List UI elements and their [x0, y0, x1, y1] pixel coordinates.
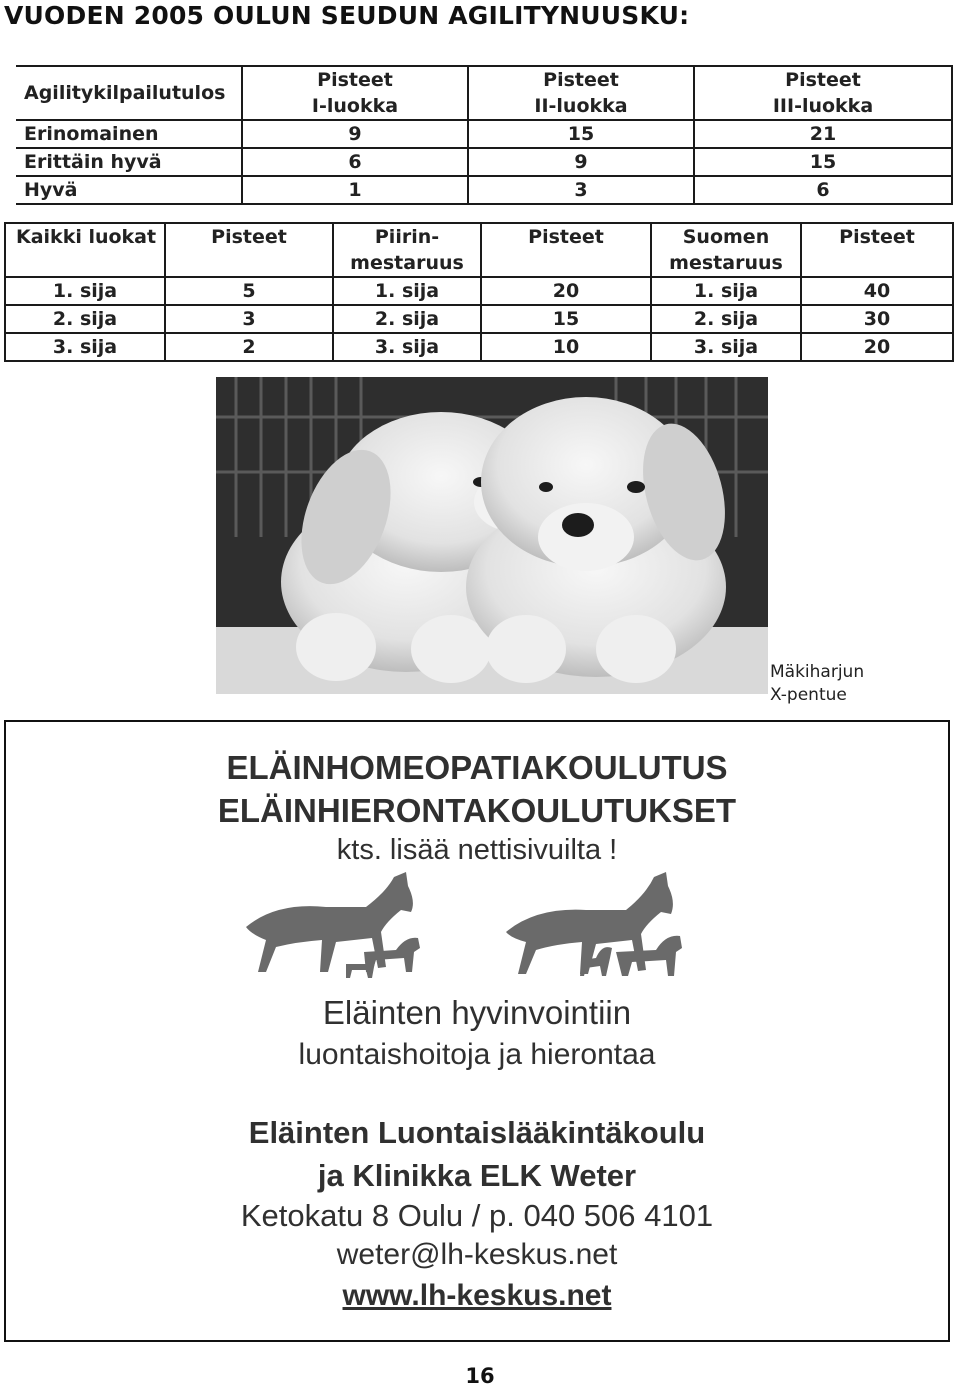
agility-result-points-table: [16, 65, 953, 205]
cell-class-1: 1: [242, 176, 468, 204]
row-label: Hyvä: [16, 176, 242, 204]
header-cell-points: Pisteet: [481, 223, 651, 277]
header-line: Piirin-: [374, 226, 440, 248]
cell-points: 5: [165, 277, 333, 305]
cell-place: 3. sija: [5, 333, 165, 361]
header-cell-result: [16, 66, 242, 120]
dog-icon: [616, 936, 682, 976]
cell-points: 15: [481, 305, 651, 333]
header-cell-district: [333, 223, 481, 277]
page-number: 16: [465, 1364, 495, 1388]
ad-email: weter@lh-keskus.net: [336, 1238, 618, 1271]
header-line: I-luokka: [311, 95, 399, 117]
photo-caption: [770, 661, 864, 707]
header-line: III-luokka: [772, 95, 874, 117]
ad-more-info: kts. lisää nettisivuilta !: [336, 834, 618, 866]
row-label: Erinomainen: [16, 120, 242, 148]
cell-points: 40: [801, 277, 953, 305]
advertisement-box: [4, 720, 950, 1342]
cell-finnish-place: 1. sija: [651, 277, 801, 305]
header-cell-class-2: [468, 66, 694, 120]
ad-school-name: Eläinten Luontaislääkintäkoulu: [248, 1115, 706, 1150]
cell-class-1: 6: [242, 148, 468, 176]
page-heading: VUODEN 2005 OULUN SEUDUN AGILITYNUUSKU:: [4, 1, 690, 30]
ad-tagline: Eläinten hyvinvointiin: [322, 994, 632, 1031]
table-row: [16, 120, 952, 148]
header-line: mestaruus: [669, 252, 783, 274]
ad-title-massage: ELÄINHIERONTAKOULUTUKSET: [217, 792, 737, 829]
cell-class-3: 6: [694, 176, 952, 204]
table-row: [5, 277, 953, 305]
cell-points: 10: [481, 333, 651, 361]
header-label: Agilitykilpailutulos: [24, 82, 226, 104]
header-cell-points: Pisteet: [165, 223, 333, 277]
header-line: Suomen: [682, 226, 770, 248]
cell-class-2: 15: [468, 120, 694, 148]
ad-website: www.lh-keskus.net: [342, 1279, 612, 1312]
cell-place: 1. sija: [5, 277, 165, 305]
header-line: II-luokka: [534, 95, 628, 117]
puppies-illustration: [216, 377, 768, 694]
caption-line: Mäkiharjun: [770, 662, 865, 682]
dog-icon: [346, 958, 376, 978]
ad-clinic-name: ja Klinikka ELK Weter: [317, 1158, 637, 1193]
right-puppy: [466, 397, 739, 683]
cell-class-3: 21: [694, 120, 952, 148]
cell-class-2: 3: [468, 176, 694, 204]
table-header-row: [5, 223, 953, 277]
caption-line: X-pentue: [770, 685, 847, 705]
championship-points-table: [4, 222, 954, 362]
cell-points: 3: [165, 305, 333, 333]
ad-address: Ketokatu 8 Oulu / p. 040 506 4101: [240, 1198, 714, 1233]
header-line: Pisteet: [317, 69, 393, 91]
table-row: [16, 176, 952, 204]
puppies-photo: [216, 377, 768, 694]
header-line: Pisteet: [785, 69, 861, 91]
header-cell-all-classes: Kaikki luokat: [5, 223, 165, 277]
header-line: mestaruus: [350, 252, 464, 274]
table-row: [16, 148, 952, 176]
cell-finnish-place: 3. sija: [651, 333, 801, 361]
table-row: [5, 333, 953, 361]
header-cell-class-3: [694, 66, 952, 120]
row-label: Erittäin hyvä: [16, 148, 242, 176]
header-cell-class-1: [242, 66, 468, 120]
cell-district-place: 2. sija: [333, 305, 481, 333]
cell-points: 30: [801, 305, 953, 333]
cell-district-place: 3. sija: [333, 333, 481, 361]
cell-points: 20: [481, 277, 651, 305]
header-cell-points: Pisteet: [801, 223, 953, 277]
cell-class-1: 9: [242, 120, 468, 148]
cell-finnish-place: 2. sija: [651, 305, 801, 333]
ad-title-homeopathy: ELÄINHOMEOPATIAKOULUTUS: [226, 749, 728, 786]
horse-and-dog-silhouettes: [236, 872, 716, 987]
cell-place: 2. sija: [5, 305, 165, 333]
header-line: Pisteet: [543, 69, 619, 91]
table-row: [5, 305, 953, 333]
cell-district-place: 1. sija: [333, 277, 481, 305]
cell-class-2: 9: [468, 148, 694, 176]
ad-tagline: luontaishoitoja ja hierontaa: [298, 1038, 656, 1071]
header-cell-finnish: [651, 223, 801, 277]
cell-points: 20: [801, 333, 953, 361]
cell-points: 2: [165, 333, 333, 361]
cell-class-3: 15: [694, 148, 952, 176]
table-header-row: [16, 66, 952, 120]
